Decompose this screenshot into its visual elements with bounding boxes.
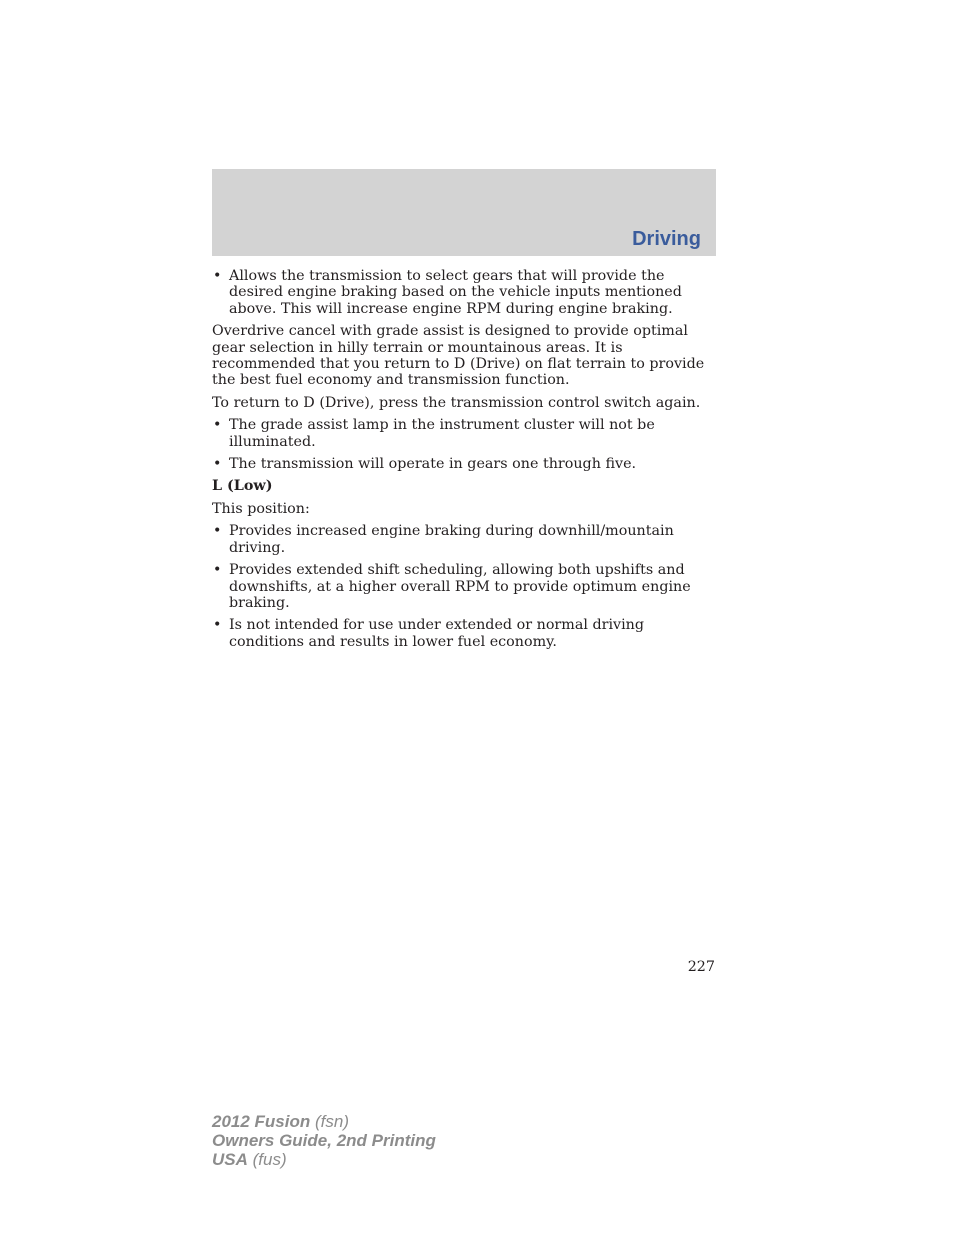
bullet-text: The transmission will operate in gears one through five. [229,456,637,473]
bullet-text: Provides extended shift scheduling, allowing both upshifts and downshifts, at a higher overall RPM to provide optimum engine braking. [229,562,691,611]
bullet-item [212,562,718,611]
page-content [212,268,718,656]
footer-imprint [212,1112,436,1169]
footer-market-code: (fus) [252,1150,287,1169]
bullet-dot: • [213,562,222,579]
bullet-text: Allows the transmission to select gears that will provide the desired engine braking based on the vehicle inputs mentioned above. This will increase engine RPM during engine braking. [229,268,682,317]
page-number: 227 [687,959,715,975]
paragraph: This position: [212,500,310,517]
bullet-dot: • [213,456,222,473]
footer-line-market [212,1150,436,1169]
footer-market: USA [212,1150,248,1169]
footer-model: 2012 Fusion [212,1112,311,1131]
subheading: L (Low) [212,478,273,495]
footer-line-guide [212,1131,436,1150]
bullet-dot: • [213,617,222,634]
bullet-item [212,417,718,450]
bullet-text: The grade assist lamp in the instrument cluster will not be illuminated. [229,417,655,450]
paragraph: Overdrive cancel with grade assist is designed to provide optimal gear selection in hilly terrain or mountainous areas. It is recommended that you return to D (Drive) on flat terrain to provide the best fuel economy and transmission function. [212,323,705,389]
bullet-text: Provides increased engine braking during downhill/mountain driving. [229,523,674,556]
footer-line-model [212,1112,436,1131]
bullet-dot: • [213,417,222,434]
paragraph: To return to D (Drive), press the transmission control switch again. [212,394,701,411]
section-title: Driving [632,228,701,250]
section-header-band [212,169,716,256]
footer-model-code: (fsn) [315,1112,349,1131]
bullet-item [212,523,718,556]
bullet-dot: • [213,268,222,284]
bullet-item [212,617,718,650]
bullet-dot: • [213,523,222,540]
bullet-item [212,456,718,472]
bullet-text: Is not intended for use under extended or normal driving conditions and results in lower fuel economy. [229,617,645,650]
bullet-item [212,268,718,317]
footer-guide: Owners Guide, 2nd Printing [212,1131,436,1150]
